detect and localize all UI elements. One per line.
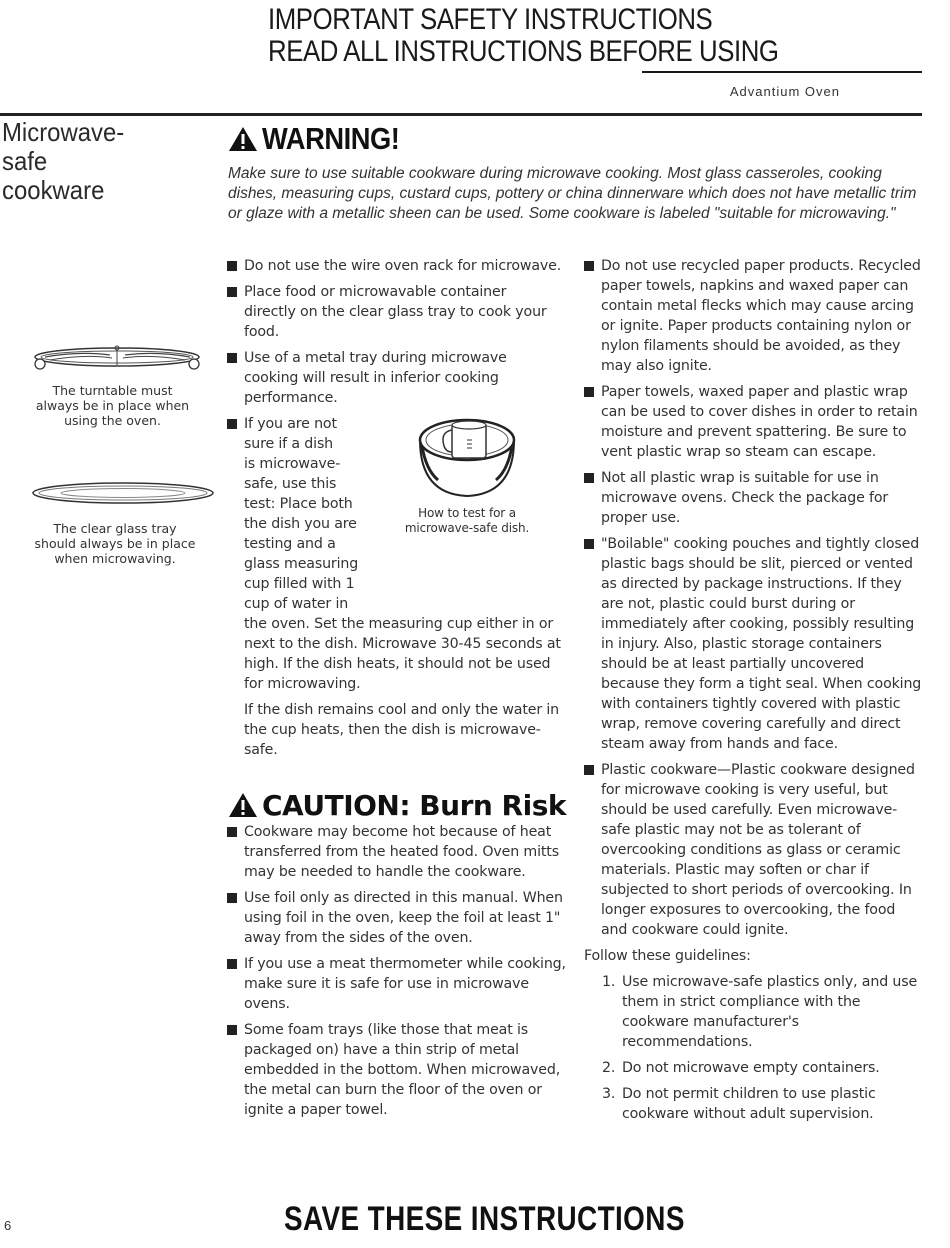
bowl-with-measuring-cup-illustration (412, 410, 522, 500)
page-number: 6 (4, 1218, 12, 1233)
text-line: is microwave- (244, 456, 341, 472)
warning-heading (228, 119, 418, 159)
text-line: cup filled with 1 (244, 576, 355, 592)
list-item (584, 382, 924, 462)
bullet-square-icon (584, 539, 594, 549)
glass-tray-caption (0, 521, 230, 566)
list-item-text: Use foil only as directed in this manual. When using foil in the oven, keep the foil at least 1" away from the sides of the oven. (244, 890, 563, 946)
bullet-square-icon (227, 827, 237, 837)
dish-test-instructions (244, 614, 562, 760)
dish-test-intro (244, 414, 380, 614)
guideline-text: Do not permit children to use plastic cookware without adult supervision. (622, 1086, 876, 1122)
list-item-text: Use of a metal tray during microwave cooking will result in inferior cooking performance. (244, 350, 507, 406)
caption-line: microwave-safe dish. (404, 521, 530, 535)
bullet-square-icon (227, 419, 237, 429)
caution-title: CAUTION: Burn Risk (262, 788, 567, 822)
text-line: testing and a (244, 536, 336, 552)
caption-line: always be in place when (35, 398, 190, 413)
bullet-square-icon (584, 473, 594, 483)
guideline-text: Use microwave-safe plastics only, and use them in strict compliance with the cookware manufacturer's recommendations. (622, 974, 918, 1050)
warning-title: WARNING! (262, 121, 400, 156)
caption-line: when microwaving. (54, 551, 176, 566)
list-item (227, 822, 567, 882)
text-line: glass measuring (244, 556, 359, 572)
guideline-item (584, 1058, 924, 1078)
list-item-text: Paper towels, waxed paper and plastic wrap can be used to cover dishes in order to retain moisture and prevent spattering. Be sure to vent plastic wrap so steam can escape. (601, 384, 918, 460)
text-line: test: Place both (244, 496, 353, 512)
section-title-line: safe (2, 146, 48, 176)
caution-list (227, 822, 567, 1126)
caption-line: The clear glass tray (53, 521, 177, 536)
text-line: safe, use this (244, 476, 337, 492)
bullet-square-icon (227, 1025, 237, 1035)
text-line: cup of water in (244, 596, 349, 612)
column-a (227, 256, 562, 800)
list-item-text: Not all plastic wrap is suitable for use in microwave ovens. Check the package for proper use. (601, 470, 889, 526)
bullet-square-icon (584, 765, 594, 775)
bullet-square-icon (227, 287, 237, 297)
list-item-text: Do not use recycled paper products. Recycled paper towels, napkins and waxed paper can contain metal flecks which may cause arcing or ignite. Paper products containing nylon or nylon filaments should be avoided, as they may also ignite. (601, 258, 921, 374)
list-item-text: Plastic cookware—Plastic cookware designed for microwave cooking is very useful, but should be used carefully. Even microwave-safe plastic may not be as tolerant of overcooking conditions as glass or ceramic materials. Plastic may soften or char if subjected to short periods of overcooking. In longer exposures to overcooking, the food and cookware could ignite. (601, 762, 915, 938)
turntable-figure (30, 343, 205, 379)
list-item-text: If you use a meat thermometer while cooking, make sure it is safe for use in microwave ovens. (244, 956, 566, 1012)
header-underline (642, 71, 922, 73)
guidelines-label: Follow these guidelines: (584, 948, 751, 964)
guideline-number: 2. (602, 1060, 616, 1076)
list-item-text: Cookware may become hot because of heat transferred from the heated food. Oven mitts may be needed to handle the cookware. (244, 824, 559, 880)
guideline-text: Do not microwave empty containers. (622, 1060, 880, 1076)
list-item (584, 468, 924, 528)
guideline-number: 1. (602, 974, 616, 990)
list-item (227, 954, 567, 1014)
warning-triangle-icon (228, 126, 258, 152)
product-name: Advantium Oven (729, 84, 840, 99)
footer-title: SAVE THESE INSTRUCTIONS (284, 1200, 685, 1238)
section-divider (0, 113, 922, 116)
list-item-text: "Boilable" cooking pouches and tightly closed plastic bags should be slit, pierced or vented as directed by package instructions. If they are not, plastic could burst during or immediately after cooking, possibly resulting in injury. Also, plastic storage containers should be at least partially uncovered because they form a tight seal. When cooking with containers tightly covered with plastic wrap, remove covering carefully and direct steam away from hands and face. (601, 536, 922, 752)
header-line-1: IMPORTANT SAFETY INSTRUCTIONS (268, 3, 713, 36)
turntable-illustration (30, 343, 205, 375)
list-item (584, 760, 924, 940)
turntable-caption (0, 383, 225, 428)
guideline-number: 3. (602, 1086, 616, 1102)
section-title-line: cookware (2, 175, 105, 205)
section-title (2, 118, 195, 205)
list-item-text: Place food or microwavable container directly on the clear glass tray to cook your food. (244, 284, 547, 340)
list-item (227, 1020, 567, 1120)
glass-tray-illustration (30, 480, 216, 506)
text-line: If you are not (244, 416, 337, 432)
list-item (584, 534, 924, 754)
text-paragraph: If the dish remains cool and only the water in the cup heats, then the dish is microwave-safe. (244, 702, 560, 758)
list-item-text: Do not use the wire oven rack for microwave. (244, 258, 562, 274)
dish-test-caption (377, 506, 557, 536)
list-item-text: Some foam trays (like those that meat is packaged on) have a thin strip of metal embedded in the bottom. When microwaved, the metal can burn the floor of the oven or ignite a paper towel. (244, 1022, 561, 1118)
list-item (584, 256, 924, 376)
glass-tray-figure (30, 480, 216, 510)
header-title (268, 4, 853, 68)
list-item (227, 348, 562, 408)
bullet-square-icon (227, 959, 237, 969)
bullet-square-icon (227, 353, 237, 363)
list-item (227, 282, 562, 342)
header-line-2: READ ALL INSTRUCTIONS BEFORE USING (268, 35, 779, 68)
list-item (227, 256, 562, 276)
warning-text: Make sure to use suitable cookware during microwave cooking. Most glass casseroles, cooking dishes, measuring cups, custard cups, pottery or china dinnerware which does not have metallic trim or glaze with a metallic sheen can be used. Some cookware is labeled "suitable for microwaving." (228, 165, 917, 222)
caption-line: The turntable must (52, 383, 173, 398)
list-item (227, 888, 567, 948)
bullet-square-icon (584, 261, 594, 271)
text-line: sure if a dish (244, 436, 334, 452)
text-line: the dish you are (244, 516, 357, 532)
section-title-line: Microwave- (2, 117, 125, 147)
warning-triangle-icon (228, 792, 258, 818)
caption-line: should always be in place (34, 536, 196, 551)
column-b (584, 256, 924, 1130)
guideline-item (584, 1084, 924, 1124)
text-paragraph: the oven. Set the measuring cup either in or next to the dish. Microwave 30-45 seconds at high. If the dish heats, it should not be used for microwaving. (244, 616, 561, 692)
bullet-square-icon (584, 387, 594, 397)
caution-heading (228, 786, 566, 824)
dish-test-figure (377, 410, 557, 536)
bullet-square-icon (227, 893, 237, 903)
bullet-square-icon (227, 261, 237, 271)
caption-line: using the oven. (64, 413, 161, 428)
caption-line: How to test for a (418, 506, 516, 520)
list-item-dish-test (227, 414, 562, 794)
guideline-item (584, 972, 924, 1052)
